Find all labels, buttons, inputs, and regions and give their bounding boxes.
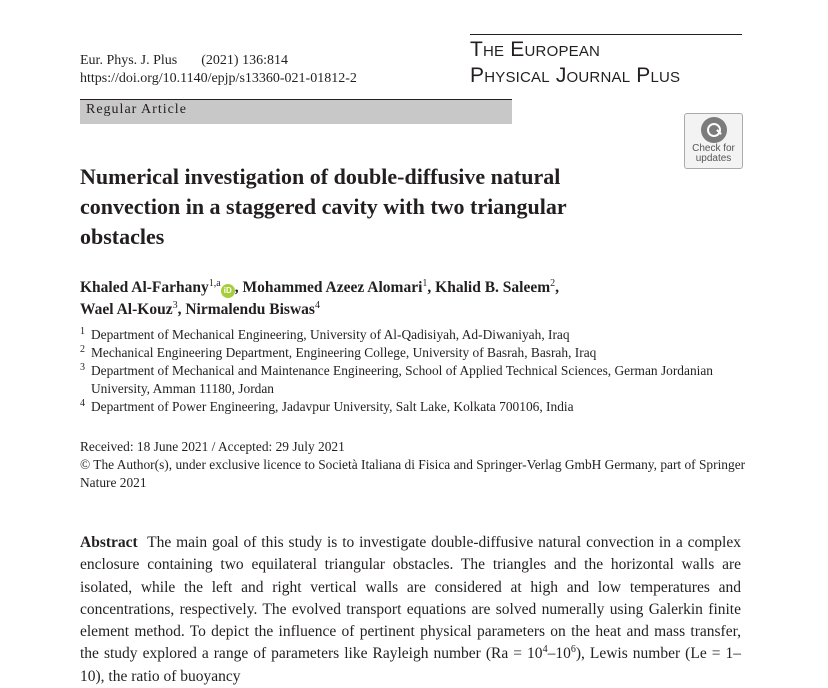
author-list: Khaled Al-Farhany$^{1,a}$iD , Mohammed Azeez Alomari$^1$, Khalid B. Saleem$^2$, Wael Al-Kouz$^3$, Nirmalendu Biswas$^4$ [80,277,560,318]
affiliation-number: 1 [80,326,85,337]
doi-link[interactable]: https://doi.org/10.1140/epjp/s13360-021-01812-2 [80,71,357,86]
affiliation-item [80,326,750,344]
author-sup: 3 [172,299,178,311]
affiliation-number: 4 [80,398,85,409]
affiliation-list [80,326,750,416]
author-name: Mohammed Azeez Alomari [242,279,423,296]
author-sup: 1,a [208,277,221,289]
author-sup: 1 [422,277,428,289]
affiliation-item [80,344,750,362]
affiliation-item [80,398,750,416]
author-sup: 2 [550,277,556,289]
author-name: Wael Al-Kouz [80,301,173,318]
affiliation-item [80,362,750,398]
abstract-paragraph [80,532,741,688]
received-accepted-dates: Received: 18 June 2021 / Accepted: 29 July 2021 [80,439,345,454]
ra-low-exponent: 4 [542,644,548,656]
affiliation-text: Department of Mechanical Engineering, University of Al-Qadisiyah, Ad-Diwaniyah, Iraq [91,327,570,342]
check-updates-icon [701,117,727,143]
citation-block [80,52,357,88]
abstract-label: Abstract [80,534,138,551]
check-updates-line2: updates [695,153,732,164]
article-type: Regular Article [86,102,187,117]
journal-name [470,34,742,89]
affiliation-text: Department of Power Engineering, Jadavpur University, Salt Lake, Kolkata 700106, India [91,399,574,414]
article-title: Numerical investigation of double-diffusive natural convection in a staggered cavity with two triangular obstacles [80,164,567,249]
publication-info [80,438,750,492]
copyright-notice: © The Author(s), under exclusive licence to Società Italiana di Fisica and Springer-Verlag GmbH Germany, part of Springer Nature 2021 [80,457,746,490]
journal-name-line2: Physical Journal Plus [470,64,681,87]
ra-high-exponent: 6 [570,644,576,656]
article-type-bar [80,99,512,124]
author-name: Nirmalendu Biswas [185,301,315,318]
volume-info: (2021) 136:814 [201,53,288,68]
affiliation-number: 3 [80,362,85,373]
journal-abbrev: Eur. Phys. J. Plus [80,53,178,68]
ra-range-dash: –10 [547,645,571,663]
abstract-text: The main goal of this study is to investigate double-diffusive natural convection in a complex enclosure containing two equilateral triangular obstacles. The triangles and the horizontal walls are isolated, while the left and right vertical walls are considered at high and low temperatures and concentrations, respectively. The evolved transport equations are solved numerally using Galerkin finite element method. To depict the influence of pertinent physical parameters on the heat and mass transfer, the study explored a range of parameters like Rayleigh number (Ra = 10 [80,534,741,663]
author-sup: 4 [314,299,320,311]
abstract-text-cont: ), Lewis number (Le = 1–10), the ratio of buoyancy [80,645,742,685]
affiliation-text: Mechanical Engineering Department, Engineering College, University of Basrah, Basrah, Iraq [91,345,597,360]
affiliation-number: 2 [80,344,85,355]
author-name: Khaled Al-Farhany [80,279,209,296]
author-name: Khalid B. Saleem [435,279,551,296]
orcid-icon[interactable]: iD [221,284,235,298]
affiliation-text: Department of Mechanical and Maintenance Engineering, School of Applied Technical Sciences, German Jordanian University, Amman 11180, Jordan [91,363,714,396]
journal-name-line1: The European [470,38,601,61]
check-updates-line1: Check for [692,143,735,154]
check-for-updates-button[interactable] [684,113,743,169]
